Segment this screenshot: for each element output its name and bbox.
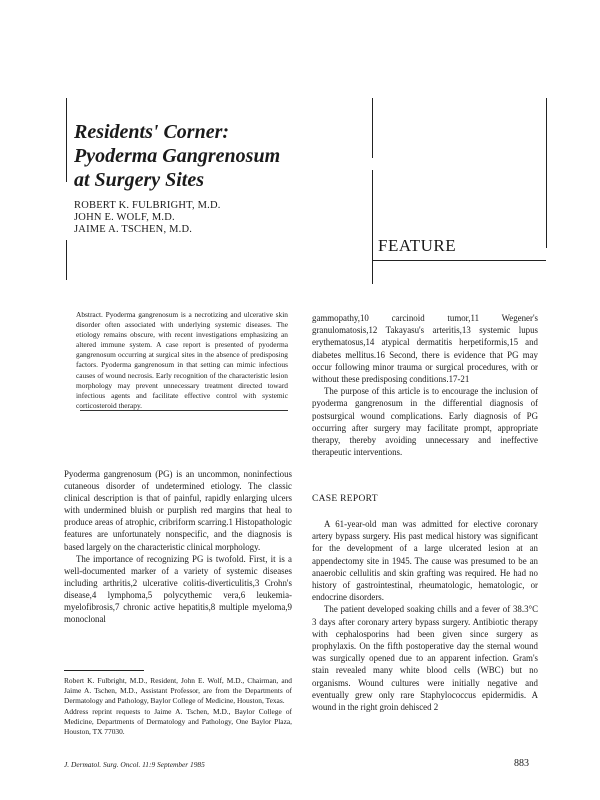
section-label: FEATURE [378, 236, 457, 255]
body-paragraph: The purpose of this article is to encourage the inclusion of pyoderma gangrenosum in the differential diagnosis of postsurgical wound complications. Early diagnosis of PG occurring after surgery may facilitate prompt, appropriate therapy, thereby avoiding unnecessary and ineffective therapeutic interventions. [312, 386, 538, 458]
case-paragraph: The patient developed soaking chills and a fever of 38.3°C 3 days after coronary artery bypass surgery. Antibiotic therapy with cephalosporins had been given since surgery as prophylaxis. On the fifth postoperative day the sternal wound was surgically opened due to an apparent infection. Gram's stain revealed many white blood cells (WBC) but no organisms. Wound cultures were initially negative and eventually grew only rare Staphylococcus epidermidis. A wound in the right groin dehisced 2 [312, 604, 538, 713]
case-report-body [312, 518, 538, 713]
title-frame-left-rule [66, 98, 67, 182]
case-paragraph: A 61-year-old man was admitted for elective coronary artery bypass surgery. His past medical history was significant for the development of a large ulcerated lesion at an appendectomy site in 1945. The cause was presumed to be an anaerobic cellulitis and skin grafting was required. He had no history of gastrointestinal, rheumatologic, hematologic, or endocrine disorders. [312, 519, 538, 603]
journal-citation: J. Dermatol. Surg. Oncol. 11:9 September 1985 [64, 760, 205, 769]
article-title-line-1: Residents' Corner: [74, 121, 230, 143]
body-left-column [64, 468, 292, 625]
body-paragraph: gammopathy,10 carcinoid tumor,11 Wegener's granulomatosis,12 Takayasu's arteritis,13 systemic lupus erythematosus,14 atypical dermatitis herpetiformis,15 and diabetes mellitus.16 Second, there is evidence that PG may occur following minor trauma or surgical procedures, with or without these predisposing conditions.17-21 [312, 313, 538, 385]
affiliation-paragraph: Robert K. Fulbright, M.D., Resident, John E. Wolf, M.D., Chairman, and Jaime A. Tschen, M.D., Assistant Professor, are from the Departments of Dermatology and Pathology, Baylor College of Medicine, Houston, Texas. [64, 676, 292, 705]
title-frame-mid-rule-lower [372, 170, 373, 284]
body-right-column [312, 312, 538, 458]
footnote-rule [64, 670, 144, 671]
abstract-divider [80, 410, 288, 411]
case-report-heading: CASE REPORT [312, 494, 378, 504]
author-affiliation [64, 676, 292, 738]
body-paragraph: Pyoderma gangrenosum (PG) is an uncommon, noninfectious cutaneous disorder of undetermined etiology. The classic clinical description is that of painful, rapidly enlarging ulcers with undermined bluish or purplish red margins that heal to produce areas of atrophic, cribriform scarring.1 Histopathologic features are unfortunately nonspecific, and the diagnosis is based largely on the characteristic clinical morphology. [64, 469, 292, 552]
abstract: Abstract. Pyoderma gangrenosum is a necrotizing and ulcerative skin disorder often associated with underlying systemic diseases. The etiology remains obscure, with recent investigations emphasizing an altered immune system. A case report is presented of pyoderma gangrenosum occurring at surgical sites in the absence of predisposing factors. Pyoderma gangrenosum in that setting can mimic infectious causes of wound necrosis. Early recognition of the characteristic lesion morphology may prevent unnecessary treatment directed toward infectious agents and facilitate effective control with systemic corticosteroid therapy. [76, 310, 288, 410]
title-frame-mid-rule [372, 98, 373, 158]
page-number: 883 [514, 758, 529, 769]
article-title-line-3: at Surgery Sites [74, 169, 205, 191]
author-3: JAIME A. TSCHEN, M.D. [74, 224, 193, 235]
title-frame-right-rule [546, 98, 547, 248]
article-title-line-2: Pyoderma Gangrenosum [74, 145, 281, 167]
author-2: JOHN E. WOLF, M.D. [74, 212, 175, 223]
title-frame-left-rule-lower [66, 240, 67, 280]
feature-underline-rule [372, 260, 546, 261]
reprint-address: Address reprint requests to Jaime A. Tschen, M.D., Baylor College of Medicine, Departments of Dermatology and Pathology, One Baylor Plaza, Houston, TX 77030. [64, 707, 292, 736]
author-1: ROBERT K. FULBRIGHT, M.D. [74, 200, 221, 211]
body-paragraph: The importance of recognizing PG is twofold. First, it is a well-documented marker of a variety of systemic diseases including arthritis,2 ulcerative colitis-diverticulitis,3 Crohn's disease,4 lymphoma,5 polycythemic vera,6 leukemia-myelofibrosis,7 chronic active hepatitis,8 multiple myeloma,9 monoclonal [64, 553, 292, 625]
